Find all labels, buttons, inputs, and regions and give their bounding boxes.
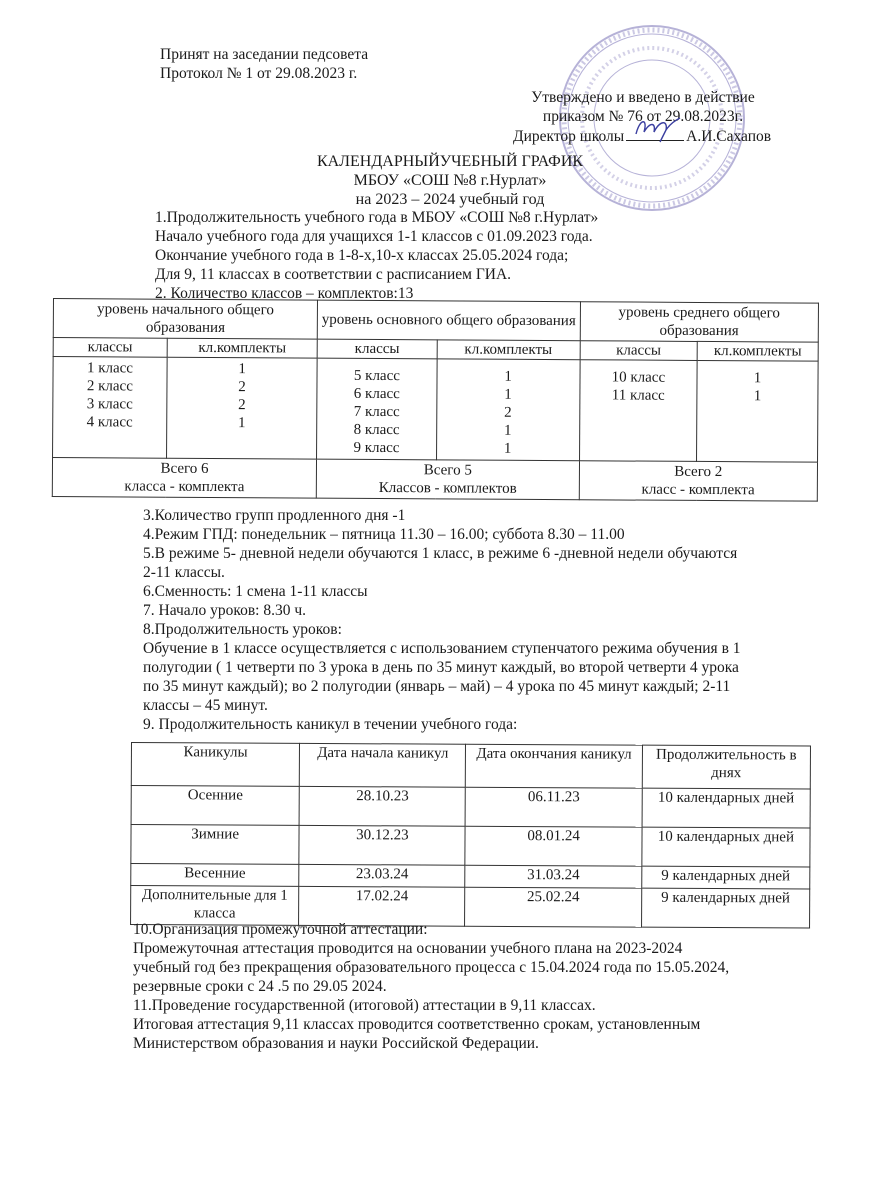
- holiday-duration: 9 календарных дней: [641, 888, 809, 928]
- section-8-line-1: Обучение в 1 классе осуществляется с использованием ступенчатого режима обучения в 1: [143, 640, 741, 657]
- section-6: 6.Сменность: 1 смена 1-11 классы: [143, 583, 368, 600]
- holiday-duration: 9 календарных дней: [641, 866, 809, 889]
- order-line: приказом № 76 от 29.08.2023г.: [542, 108, 744, 125]
- section-10-heading: 10.Организация промежуточной аттестации:: [133, 921, 428, 938]
- class-item: 8 класс: [353, 421, 400, 439]
- director-line: [513, 126, 773, 146]
- total-count: Всего 5: [423, 462, 472, 479]
- section-7: 7. Начало уроков: 8.30 ч.: [143, 602, 307, 619]
- column-header-holidays: Каникулы: [131, 743, 299, 787]
- holiday-start: 17.02.24: [299, 886, 465, 926]
- holiday-start: 28.10.23: [299, 786, 465, 826]
- total-label: класса - комплекта: [124, 478, 245, 496]
- total-label: класс - комплекта: [641, 481, 755, 499]
- column-header-classes: классы: [317, 339, 437, 359]
- primary-classes-list: [53, 357, 167, 459]
- class-item: 4 класс: [86, 414, 133, 431]
- holiday-end: 08.01.24: [465, 826, 641, 866]
- total-count: Всего 6: [160, 460, 209, 477]
- section-8-heading: 8.Продолжительность уроков:: [143, 621, 342, 638]
- column-header-end-date: Дата окончания каникул: [466, 744, 643, 788]
- set-count: 1: [753, 388, 762, 405]
- section-9-heading: 9. Продолжительность каникул в течении учебного года:: [143, 716, 518, 733]
- level-header-primary: уровень начального общего образования: [53, 299, 317, 340]
- set-count: 2: [238, 379, 246, 396]
- school-year-end: Окончание учебного года в 1-8-х,10-х классах 25.05.2024 года;: [155, 247, 569, 264]
- set-count: 1: [503, 422, 512, 439]
- document-title: [240, 152, 660, 209]
- class-item: 9 класс: [353, 439, 400, 457]
- section-3: 3.Количество групп продленного дня -1: [143, 507, 406, 524]
- column-header-classes: классы: [53, 338, 167, 358]
- approval-line: Утверждено и введено в действие: [531, 89, 755, 106]
- holiday-name: Осенние: [131, 786, 299, 826]
- basic-classes-list: [317, 358, 437, 460]
- gia-note: Для 9, 11 классах в соответствии с расписанием ГИА.: [155, 266, 512, 283]
- class-item: 10 класс: [611, 369, 666, 386]
- holiday-duration: 10 календарных дней: [642, 788, 810, 828]
- level-header-secondary: уровень среднего общего образования: [580, 302, 819, 342]
- section-11-line-2: Министерством образования и науки Российской Федерации.: [133, 1035, 539, 1052]
- basic-sets-list: [436, 359, 580, 461]
- holiday-name: Зимние: [131, 825, 299, 865]
- school-year-start: Начало учебного года для учащихся 1-1 классов с 01.09.2023 года.: [155, 228, 593, 245]
- holiday-end: 25.02.24: [465, 887, 641, 927]
- secondary-sets-list: [697, 360, 818, 462]
- section-10-line-1: Промежуточная аттестация проводится на основании учебного плана на 2023-2024: [133, 940, 683, 957]
- holiday-end: 31.03.24: [465, 865, 641, 888]
- column-header-duration: Продолжительность в днях: [642, 745, 810, 789]
- class-item: 6 класс: [353, 385, 400, 403]
- column-header-start-date: Дата начала каникул: [300, 743, 466, 787]
- primary-total: [52, 458, 316, 499]
- class-item: 1 класс: [86, 360, 134, 377]
- column-header-sets: кл.комплекты: [437, 340, 580, 360]
- signature-icon: [630, 114, 684, 144]
- section-5-line-1: 5.В режиме 5- дневной недели обучаются 1 класс, в режиме 6 -дневной недели обучаются: [143, 545, 738, 562]
- class-item: 3 класс: [86, 396, 133, 413]
- column-header-sets: кл.комплекты: [697, 341, 818, 361]
- column-header-classes: классы: [580, 341, 698, 361]
- table-row: [131, 825, 810, 868]
- set-count: 1: [753, 370, 762, 387]
- level-header-basic: уровень основного общего образования: [317, 300, 580, 341]
- section-8-line-3: по 35 минут каждый); во 2 полугодии (январь – май) – 4 урока по 45 минут каждый; 2-11: [143, 678, 731, 695]
- council-acceptance-block: [160, 45, 368, 83]
- holiday-name: Весенние: [131, 864, 299, 887]
- class-sets-table: [52, 298, 819, 502]
- director-label: Директор школы: [513, 128, 625, 145]
- title-line-3: на 2023 – 2024 учебный год: [355, 191, 545, 208]
- section-2-heading: 2. Количество классов – комплектов:13: [155, 285, 414, 302]
- table-row: [131, 786, 810, 829]
- council-acceptance-line: Принят на заседании педсовета: [160, 46, 369, 63]
- class-item: 7 класс: [353, 403, 400, 421]
- set-count: 2: [238, 397, 246, 414]
- basic-total: [317, 459, 580, 500]
- title-line-1: КАЛЕНДАРНЫЙУЧЕБНЫЙ ГРАФИК: [316, 153, 584, 170]
- column-header-sets: кл.комплекты: [167, 338, 317, 358]
- section-1: [135, 208, 598, 303]
- director-name: А.И.Сахапов: [686, 128, 772, 145]
- set-count: 1: [503, 440, 512, 457]
- class-item: 11 класс: [611, 387, 665, 404]
- protocol-line: Протокол № 1 от 29.08.2023 г.: [160, 65, 358, 82]
- holiday-start: 23.03.24: [299, 864, 465, 887]
- section-5-line-2: 2-11 классы.: [143, 564, 225, 581]
- section-10-line-3: резервные сроки с 24 .5 по 29.05 2024.: [133, 978, 387, 995]
- secondary-classes-list: [579, 360, 697, 462]
- section-4: 4.Режим ГПД: понедельник – пятница 11.30 – 16.00; суббота 8.30 – 11.00: [143, 526, 625, 543]
- holidays-table: [130, 742, 811, 929]
- title-line-2: МБОУ «СОШ №8 г.Нурлат»: [353, 172, 547, 189]
- set-count: 2: [504, 404, 512, 421]
- total-count: Всего 2: [674, 463, 723, 481]
- sections-10-11: [133, 920, 729, 1053]
- holiday-end: 06.11.23: [466, 787, 642, 827]
- section-8-line-2: полугодии ( 1 четверти по 3 урока в день по 35 минут каждый, во второй четверти 4 урока: [143, 659, 739, 676]
- approval-block: [513, 88, 773, 146]
- sections-3-8: [143, 506, 741, 734]
- section-11-line-1: Итоговая аттестация 9,11 классах проводится соответственно срокам, установленным: [133, 1016, 701, 1033]
- class-item: 2 класс: [86, 378, 133, 395]
- set-count: 1: [504, 386, 512, 403]
- primary-sets-list: [166, 357, 317, 459]
- set-count: 1: [238, 361, 246, 378]
- section-10-line-2: учебный год без прекращения образовательного процесса с 15.04.2024 года по 15.05.2024,: [133, 959, 730, 976]
- holiday-name: Дополнительные для 1 класса: [131, 886, 299, 926]
- section-11-heading: 11.Проведение государственной (итоговой) аттестации в 9,11 классах.: [133, 997, 596, 1014]
- section-8-line-4: классы – 45 минут.: [143, 697, 268, 714]
- holiday-start: 30.12.23: [299, 825, 465, 865]
- section-1-heading: 1.Продолжительность учебного года в МБОУ «СОШ №8 г.Нурлат»: [155, 209, 599, 226]
- signature-line: [626, 126, 684, 141]
- secondary-total: [579, 461, 818, 501]
- holiday-duration: 10 календарных дней: [642, 827, 810, 867]
- set-count: 1: [504, 368, 512, 385]
- total-label: Классов - комплектов: [378, 479, 517, 497]
- set-count: 1: [237, 415, 246, 432]
- class-item: 5 класс: [353, 367, 400, 385]
